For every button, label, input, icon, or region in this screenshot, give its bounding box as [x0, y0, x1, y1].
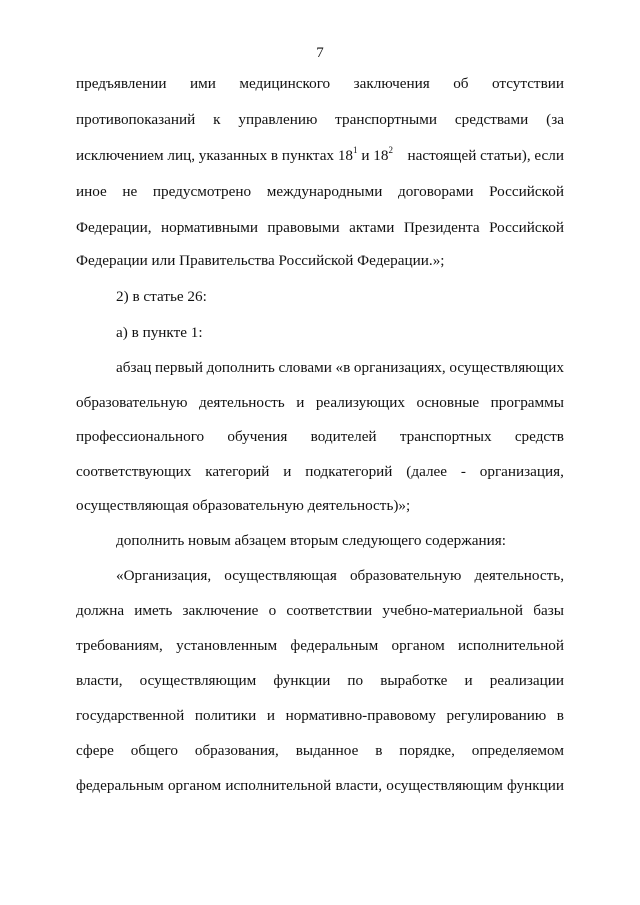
text-line — [76, 462, 564, 482]
word: организация, — [479, 463, 564, 480]
word: по — [347, 672, 364, 689]
text-fragment-c: настоящей статьи), если — [407, 147, 564, 164]
word: функции — [273, 672, 331, 689]
word: основные — [416, 394, 480, 411]
word: осуществляющим — [139, 672, 257, 689]
word: отсутствии — [492, 75, 564, 92]
text-fragment-a: исключением лиц, указанных в пунктах 18 — [76, 147, 354, 164]
word: Президента — [403, 219, 480, 236]
word: заключение — [182, 602, 259, 619]
word: международными — [266, 183, 383, 200]
word: деятельность — [198, 394, 285, 411]
word: выработке — [380, 672, 448, 689]
word: организациях, — [353, 359, 446, 376]
word: государственной — [76, 707, 185, 724]
text-line — [76, 706, 564, 726]
word: первый — [154, 359, 203, 376]
word: договорами — [397, 183, 474, 200]
word: осуществляющим — [386, 777, 503, 794]
word: категорий — [205, 463, 270, 480]
word: власти, — [335, 777, 383, 794]
text-line — [116, 566, 564, 586]
text-line — [76, 218, 564, 238]
text-line — [76, 636, 564, 656]
word: словами — [278, 359, 332, 376]
word: федеральным — [290, 637, 379, 654]
word: органом — [167, 777, 222, 794]
list-item: 2) в статье 26: — [116, 288, 207, 305]
word: Российской — [489, 183, 564, 200]
word: сфере — [76, 742, 114, 759]
page-number: 7 — [316, 45, 324, 61]
word: реализации — [489, 672, 564, 689]
word: власти, — [76, 672, 123, 689]
superscript: 2 — [388, 144, 393, 155]
word: нормативно-правовому — [285, 707, 436, 724]
text-fragment-b: и 18 — [357, 147, 389, 164]
word: и — [464, 672, 473, 689]
word: «Организация, — [116, 567, 212, 584]
text-line — [76, 393, 564, 413]
text-line: дополнить новым абзацем вторым следующего содержания: — [116, 532, 506, 549]
text-line — [76, 776, 564, 796]
word: предъявлении — [76, 75, 167, 92]
word: программы — [490, 394, 564, 411]
text-line: Федерации или Правительства Российской Федерации.»; — [76, 252, 445, 269]
word: в — [375, 742, 383, 759]
list-item: а) в пункте 1: — [116, 324, 203, 341]
word: об — [453, 75, 469, 92]
word: выданное — [295, 742, 359, 759]
word: Российской — [489, 219, 564, 236]
text-line-with-superscripts — [76, 146, 564, 166]
word: транспортных — [399, 428, 492, 445]
word: обучения — [227, 428, 288, 445]
word: деятельность, — [474, 567, 564, 584]
word: требованиям, — [76, 637, 163, 654]
word: осуществляющих — [449, 359, 564, 376]
word: образовательную — [76, 394, 188, 411]
text-line — [76, 182, 564, 202]
word: и — [266, 707, 276, 724]
text-line — [76, 427, 564, 447]
word: предусмотрено — [152, 183, 252, 200]
text-line — [76, 671, 564, 691]
text-fragment — [76, 146, 393, 166]
word: реализующих — [315, 394, 405, 411]
word: противопоказаний — [76, 111, 196, 128]
word: к — [213, 111, 221, 128]
text-line — [116, 358, 564, 378]
word: должна — [76, 602, 125, 619]
text-line — [76, 601, 564, 621]
text-line — [76, 741, 564, 761]
word: средствами — [454, 111, 529, 128]
word: транспортными — [335, 111, 438, 128]
word: функции — [507, 777, 564, 794]
word: средств — [514, 428, 564, 445]
word: исполнительной — [457, 637, 564, 654]
text-line — [76, 110, 564, 130]
word: федеральным — [76, 777, 164, 794]
word: водителей — [310, 428, 377, 445]
word: установленным — [176, 637, 278, 654]
word: образовательную — [349, 567, 462, 584]
word: (за — [546, 111, 564, 128]
word: дополнить — [206, 359, 275, 376]
word: и — [296, 394, 305, 411]
word: исполнительной — [225, 777, 332, 794]
word: ими — [190, 75, 216, 92]
word: политики — [194, 707, 257, 724]
word: «в — [335, 359, 351, 376]
word: управлению — [238, 111, 318, 128]
word: медицинского — [239, 75, 331, 92]
word: абзац — [116, 359, 152, 376]
word: порядке, — [399, 742, 455, 759]
word: (далее — [406, 463, 448, 480]
word: о — [268, 602, 277, 619]
text-line — [76, 74, 564, 94]
word: - — [460, 463, 466, 480]
text-line: осуществляющая образовательную деятельность)»; — [76, 497, 411, 514]
word: Федерации, — [76, 219, 152, 236]
word: образования, — [194, 742, 279, 759]
word: определяемом — [471, 742, 564, 759]
word: органом — [391, 637, 445, 654]
word: иметь — [134, 602, 173, 619]
word: заключения — [353, 75, 430, 92]
word: не — [122, 183, 138, 200]
word: в — [556, 707, 564, 724]
word: соответствующих — [76, 463, 192, 480]
word: профессионального — [76, 428, 205, 445]
word: и — [283, 463, 292, 480]
word: правовыми — [267, 219, 340, 236]
word: соответствии — [286, 602, 373, 619]
word: иное — [76, 183, 107, 200]
word: актами — [349, 219, 395, 236]
word: базы — [533, 602, 564, 619]
word: регулированию — [446, 707, 547, 724]
superscript: 1 — [353, 144, 358, 155]
word: нормативными — [161, 219, 258, 236]
word: учебно-материальной — [382, 602, 524, 619]
word: общего — [130, 742, 178, 759]
word: подкатегорий — [305, 463, 393, 480]
word: осуществляющая — [224, 567, 337, 584]
